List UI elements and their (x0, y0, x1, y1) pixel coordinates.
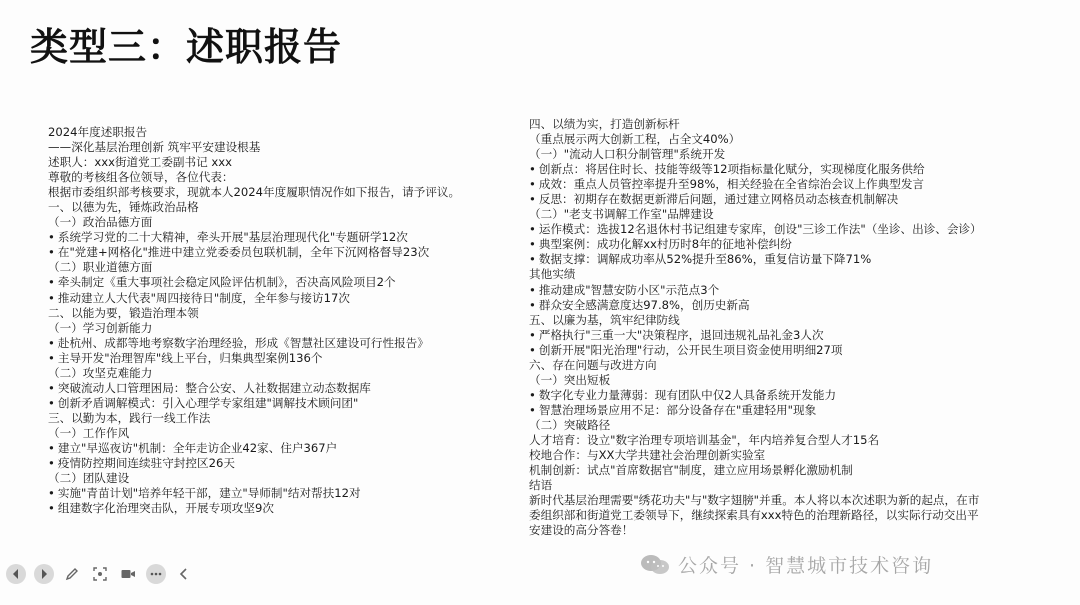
bullet-item: • 创新矛盾调解模式：引入心理学专家组建"调解技术顾问团" (48, 396, 518, 411)
bullet-item: • 推动建立人大代表"周四接待日"制度，全年参与接访17次 (48, 291, 518, 306)
bullet-item: • 成效：重点人员管控率提升至98%，相关经验在全省综治会议上作典型发言 (529, 177, 1049, 192)
bullet-item: • 运作模式：选拔12名退休村书记组建专家库，创设"三诊工作法"（坐诊、出诊、会诊） (529, 222, 1049, 237)
text-line: （一）工作作风 (48, 425, 130, 440)
text-line: 校地合作：与XX大学共建社会治理创新实验室 (529, 448, 766, 463)
text-line: 尊敬的考核组各位领导，各位代表： (48, 170, 234, 185)
text-line: （一）"流动人口积分制管理"系统开发 (529, 147, 726, 162)
left-column (48, 125, 518, 516)
text-line: 新时代基层治理需要"绣花功夫"与"数字翅膀"并重。本人将以本次述职为新的起点，在市 (529, 493, 980, 508)
text-line: 2024年度述职报告 (48, 125, 148, 139)
text-line: 机制创新：试点"首席数据官"制度，建立应用场景孵化激励机制 (529, 463, 853, 478)
bullet-item: • 反思：初期存在数据更新滞后问题，通过建立网格员动态核查机制解决 (529, 192, 1049, 207)
bullet-item: • 在"党建+网格化"推进中建立党委委员包联机制，全年下沉网格督导23次 (48, 245, 518, 260)
bullet-item: • 推动建成"智慧安防小区"示范点3个 (529, 283, 1049, 298)
next-icon[interactable] (34, 564, 54, 584)
bullet-item: • 实施"青苗计划"培养年轻干部，建立"导师制"结对帮扶12对 (48, 486, 518, 501)
pen-icon[interactable] (62, 564, 82, 584)
bullet-item: • 突破流动人口管理困局：整合公安、人社数据建立动态数据库 (48, 381, 518, 396)
more-icon[interactable] (146, 564, 166, 584)
text-line: （二）攻坚克难能力 (48, 365, 153, 380)
text-line: 一、以德为先，锤炼政治品格 (48, 200, 199, 215)
screen-select-icon[interactable] (90, 564, 110, 584)
bullet-item: • 严格执行"三重一大"决策程序，退回违规礼品礼金3人次 (529, 328, 1049, 343)
text-line: 其他实绩 (529, 267, 576, 282)
bullet-item: • 数字化专业力量薄弱：现有团队中仅2人具备系统开发能力 (529, 388, 1049, 403)
text-line: 五、以廉为基，筑牢纪律防线 (529, 312, 680, 327)
text-line: （二）"老支书调解工作室"品牌建设 (529, 207, 714, 222)
text-line: 四、以绩为实，打造创新标杆 (529, 117, 680, 131)
text-line: 安建设的高分答卷！ (529, 523, 634, 538)
bullet-item: • 主导开发"治理智库"线上平台，归集典型案例136个 (48, 351, 518, 366)
right-column (529, 117, 1049, 538)
collapse-icon[interactable] (174, 564, 194, 584)
bullet-item: • 疫情防控期间连续驻守封控区26天 (48, 456, 518, 471)
camera-icon[interactable] (118, 564, 138, 584)
bullet-item: • 创新开展"阳光治理"行动，公开民生项目资金使用明细27项 (529, 343, 1049, 358)
slide-title: 类型三：述职报告 (30, 25, 343, 69)
text-line: （重点展示两大创新工程，占全文40%） (529, 132, 741, 147)
prev-icon[interactable] (6, 564, 26, 584)
text-line: ——深化基层治理创新 筑牢平安建设根基 (48, 140, 261, 155)
text-line: 根据市委组织部考核要求，现就本人2024年度履职情况作如下报告，请予评议。 (48, 185, 461, 200)
bullet-item: • 典型案例：成功化解xx村历时8年的征地补偿纠纷 (529, 237, 1049, 252)
text-line: 六、存在问题与改进方向 (529, 357, 657, 372)
watermark-text: 公众号 · 智慧城市技术咨询 (678, 555, 934, 577)
bullet-item: • 牵头制定《重大事项社会稳定风险评估机制》，否决高风险项目2个 (48, 275, 518, 290)
text-line: （二）职业道德方面 (48, 260, 153, 275)
text-line: 二、以能为要，锻造治理本领 (48, 305, 199, 320)
bullet-item: • 建立"早巡夜访"机制：全年走访企业42家、住户367户 (48, 441, 518, 456)
bullet-item: • 群众安全感满意度达97.8%，创历史新高 (529, 298, 1049, 313)
text-line: 委组织部和街道党工委领导下，继续探索具有xxx特色的治理新路径，以实际行动交出平 (529, 508, 979, 523)
text-line: （一）政治品德方面 (48, 215, 153, 230)
bullet-item: • 赴杭州、成都等地考察数字治理经验，形成《智慧社区建设可行性报告》 (48, 336, 518, 351)
text-line: 人才培育：设立"数字治理专项培训基金"，年内培养复合型人才15名 (529, 432, 880, 447)
bullet-item: • 智慧治理场景应用不足：部分设备存在"重建轻用"现象 (529, 403, 1049, 418)
text-line: 三、以勤为本，践行一线工作法 (48, 410, 211, 425)
text-line: （一）突出短板 (529, 372, 611, 387)
watermark (640, 551, 933, 578)
text-line: （一）学习创新能力 (48, 320, 153, 335)
bullet-item: • 数据支撑：调解成功率从52%提升至86%，重复信访量下降71% (529, 252, 1049, 267)
text-line: 结语 (529, 478, 553, 493)
text-line: （二）突破路径 (529, 417, 611, 432)
presentation-toolbar (6, 563, 194, 585)
bullet-item: • 组建数字化治理突击队，开展专项攻坚9次 (48, 501, 518, 516)
text-line: 述职人：xxx街道党工委副书记 xxx (48, 155, 232, 170)
bullet-item: • 创新点：将居住时长、技能等级等12项指标量化赋分，实现梯度化服务供给 (529, 162, 1049, 177)
text-line: （二）团队建设 (48, 471, 130, 486)
wechat-logo-icon (640, 553, 670, 577)
bullet-item: • 系统学习党的二十大精神，牵头开展"基层治理现代化"专题研学12次 (48, 230, 518, 245)
